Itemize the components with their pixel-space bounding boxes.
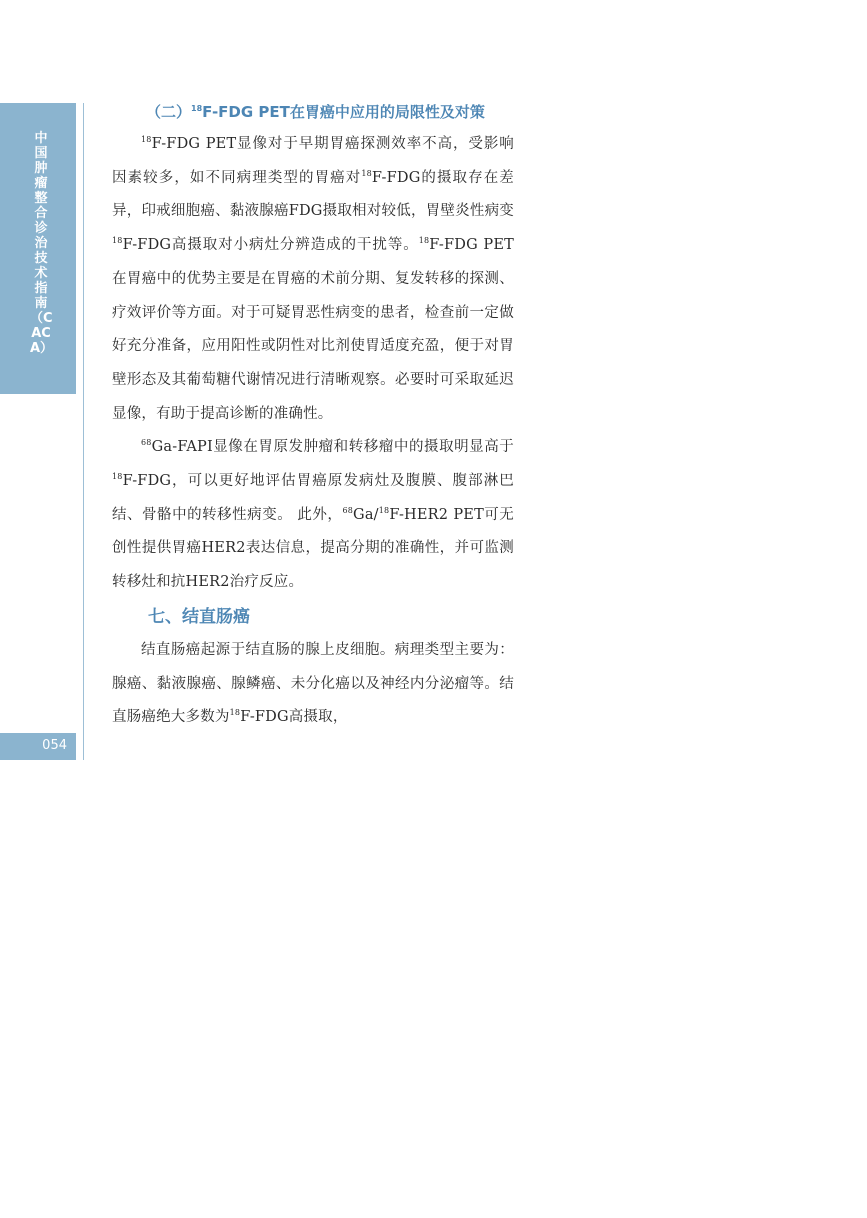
isotope-superscript: 18 bbox=[361, 168, 372, 178]
page-number-tab bbox=[0, 733, 76, 760]
isotope-superscript: 18 bbox=[112, 472, 123, 482]
paragraph-text: F-FDG PET显像对于早期胃癌探测效率不高，受影响因素较多，如不同病理类型的胃癌对 bbox=[112, 136, 514, 186]
isotope-superscript: 18 bbox=[378, 505, 390, 515]
heading-prefix: （二） bbox=[146, 103, 192, 121]
isotope-superscript: 18 bbox=[418, 236, 430, 246]
paragraph-text: 结直肠癌起源于结直肠的腺上皮细胞。病理类型主要为：腺癌、黏液腺癌、腺鳞癌、未分化癌以及神经内分泌瘤等。结直肠癌绝大多数为 bbox=[112, 641, 514, 726]
book-title-vertical: 中国肿瘤整合诊治技术指南（CACA） bbox=[30, 131, 54, 356]
section-heading-colorectal: 七、结直肠癌 bbox=[148, 606, 250, 627]
paragraph-text: F-FDG高摄取， bbox=[240, 709, 348, 726]
running-header-tab bbox=[0, 103, 76, 394]
heading-text: F-FDG PET在胃癌中应用的局限性及对策 bbox=[202, 103, 485, 121]
paragraph-text: F-FDG高摄取对小病灶分辨造成的干扰等。 bbox=[122, 237, 419, 254]
page-number: 054 bbox=[42, 738, 67, 753]
paragraph-colorectal bbox=[112, 634, 514, 735]
paragraph-text: F-FDG，可以更好地评估胃癌原发病灶及腹膜、腹部淋巴结、骨骼中的转移性病变。 此外， bbox=[112, 473, 514, 523]
margin-divider bbox=[83, 103, 84, 760]
paragraph-fdg-limitations bbox=[112, 128, 514, 431]
paragraph-text: Ga-FAPI显像在胃原发肿瘤和转移瘤中的摄取明显高于 bbox=[151, 439, 514, 456]
isotope-superscript: 68 bbox=[342, 505, 354, 515]
isotope-superscript: 18 bbox=[191, 104, 203, 113]
isotope-superscript: 18 bbox=[229, 708, 241, 718]
paragraph-text: Ga/ bbox=[353, 506, 379, 523]
paragraph-text: F-HER2 PET可无创性提供胃癌HER2表达信息，提高分期的准确性，并可监测转移灶和抗HER2治疗反应。 bbox=[112, 506, 515, 591]
isotope-superscript: 18 bbox=[141, 135, 152, 145]
paragraph-fapi bbox=[112, 431, 514, 600]
paragraph-text: F-FDG的摄取存在差异，印戒细胞癌、黏液腺癌FDG摄取相对较低，胃壁炎性病变 bbox=[112, 169, 514, 220]
page-body bbox=[112, 96, 514, 735]
isotope-superscript: 68 bbox=[141, 438, 152, 448]
isotope-superscript: 18 bbox=[112, 236, 123, 246]
section-heading-limitations bbox=[112, 96, 514, 128]
paragraph-text: F-FDG PET在胃癌中的优势主要是在胃癌的术前分期、复发转移的探测、疗效评价等方面。对于可疑胃恶性病变的患者，检查前一定做好充分准备，应用阳性或阴性对比剂使胃适度充盈，便于对胃壁形态及其葡萄糖代谢情况进行清晰观察。必要时可采取延迟显像，有助于提高诊断的准确性。 bbox=[112, 237, 515, 422]
